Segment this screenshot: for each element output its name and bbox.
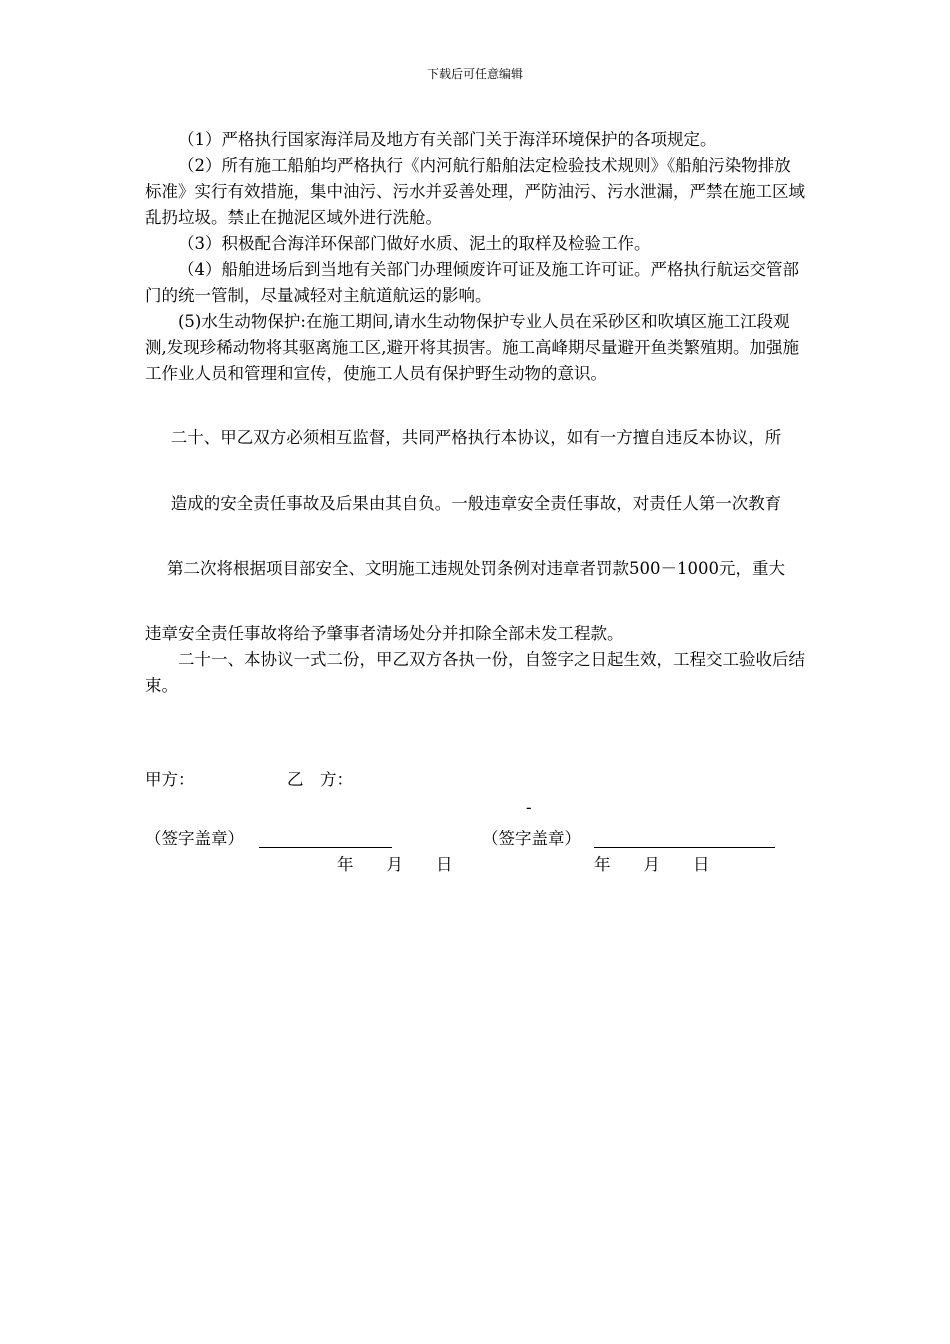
clause-21: 二十一、本协议一式二份，甲乙双方各执一份，自签字之日起生效，工程交工验收后结束。: [145, 650, 805, 695]
clause-20-line-2: 造成的安全责任事故及后果由其自负。一般违章安全责任事故，对责任人第一次教育: [170, 494, 782, 513]
paragraph-item-1: （1）严格执行国家海洋局及地方有关部门关于海洋环境保护的各项规定。: [178, 130, 717, 149]
party-a-sign-label: （签字盖章）: [145, 829, 244, 848]
party-b-sign-label: （签字盖章）: [482, 829, 581, 848]
paragraph-item-5: (5)水生动物保护:在施工期间,请水生动物保护专业人员在采砂区和吹填区施工江段观测,发现珍稀动物将其驱离施工区,避开将其损害。施工高峰期尽量避开鱼类繁殖期。加强施工作业人员和管理和宣传，使施工人员有保护野生动物的意识。: [145, 312, 799, 383]
party-b-date: 年 月 日: [594, 855, 710, 874]
clause-20-end: 违章安全责任事故将给予肇事者清场处分并扣除全部未发工程款。: [145, 624, 624, 643]
page-header-note: 下载后可任意编辑: [426, 67, 523, 81]
party-a-signature-line[interactable]: [259, 847, 392, 848]
party-a-date: 年 月 日: [337, 855, 453, 874]
closing-section: [145, 621, 807, 699]
party-a-label: 甲方：: [145, 770, 195, 789]
clause-20-line-3: 第二次将根据项目部安全、文明施工违规处罚条例对违章者罚款500－1000元，重大: [167, 559, 785, 578]
party-b-label: 乙 方：: [287, 770, 353, 789]
environment-protection-section: [145, 127, 807, 387]
paragraph-item-3: （3）积极配合海洋环保部门做好水质、泥土的取样及检验工作。: [178, 234, 651, 253]
clause-20-line-1: 二十、甲乙双方必须相互监督，共同严格执行本协议，如有一方擅自违反本协议，所: [170, 428, 782, 447]
party-b-signature-line[interactable]: [594, 847, 775, 848]
paragraph-item-2: （2）所有施工船舶均严格执行《内河航行船舶法定检验技术规则》《船舶污染物排放标准》实行有效措施，集中油污、污水并妥善处理，严防油污、污水泄漏，严禁在施工区域乱扔垃圾。禁止在抛泥区域外进行洗舱。: [145, 156, 805, 227]
paragraph-item-4: （4）船舶进场后到当地有关部门办理倾废许可证及施工许可证。严格执行航运交管部门的统一管制，尽量减轻对主航道航运的影响。: [145, 260, 799, 305]
dash-mark: -: [526, 798, 532, 817]
